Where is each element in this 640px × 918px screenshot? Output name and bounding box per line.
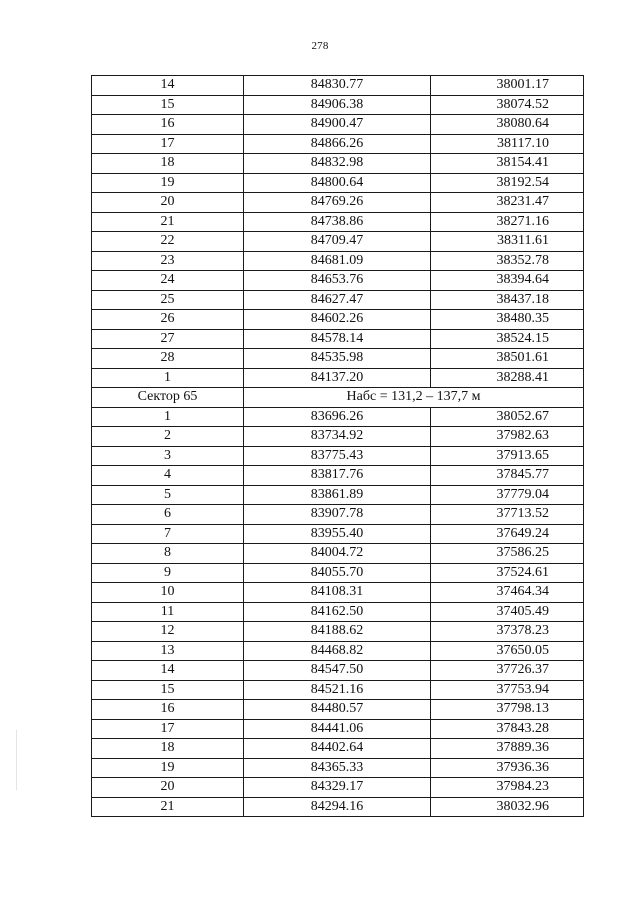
- table-row: [92, 310, 584, 330]
- x-coordinate-cell: 83775.43: [244, 446, 431, 466]
- table-row: [92, 134, 584, 154]
- point-number-cell: 10: [92, 583, 244, 603]
- y-coordinate-cell: 37464.34: [431, 583, 584, 603]
- y-coordinate-cell: 38192.54: [431, 173, 584, 193]
- y-coordinate-cell: 37586.25: [431, 544, 584, 564]
- y-coordinate-cell: 37845.77: [431, 466, 584, 486]
- point-number-cell: 25: [92, 290, 244, 310]
- y-coordinate-cell: 37982.63: [431, 427, 584, 447]
- x-coordinate-cell: 84294.16: [244, 797, 431, 817]
- x-coordinate-cell: 84800.64: [244, 173, 431, 193]
- coordinates-table-body: [92, 76, 584, 817]
- table-row: [92, 329, 584, 349]
- section-header-row: [92, 388, 584, 408]
- table-row: [92, 290, 584, 310]
- table-row: [92, 583, 584, 603]
- y-coordinate-cell: 37798.13: [431, 700, 584, 720]
- point-number-cell: 4: [92, 466, 244, 486]
- x-coordinate-cell: 83696.26: [244, 407, 431, 427]
- y-coordinate-cell: 37889.36: [431, 739, 584, 759]
- table-row: [92, 641, 584, 661]
- point-number-cell: 26: [92, 310, 244, 330]
- x-coordinate-cell: 84055.70: [244, 563, 431, 583]
- table-row: [92, 212, 584, 232]
- x-coordinate-cell: 84468.82: [244, 641, 431, 661]
- point-number-cell: 28: [92, 349, 244, 369]
- point-number-cell: 16: [92, 115, 244, 135]
- point-number-cell: 16: [92, 700, 244, 720]
- y-coordinate-cell: 37843.28: [431, 719, 584, 739]
- point-number-cell: 6: [92, 505, 244, 525]
- table-row: [92, 563, 584, 583]
- table-row: [92, 797, 584, 817]
- table-row: [92, 368, 584, 388]
- point-number-cell: 11: [92, 602, 244, 622]
- x-coordinate-cell: 84188.62: [244, 622, 431, 642]
- table-row: [92, 193, 584, 213]
- x-coordinate-cell: 84137.20: [244, 368, 431, 388]
- table-row: [92, 251, 584, 271]
- x-coordinate-cell: 84535.98: [244, 349, 431, 369]
- table-row: [92, 173, 584, 193]
- point-number-cell: 19: [92, 173, 244, 193]
- page-number: 278: [311, 40, 329, 52]
- x-coordinate-cell: 84004.72: [244, 544, 431, 564]
- x-coordinate-cell: 84653.76: [244, 271, 431, 291]
- point-number-cell: 21: [92, 797, 244, 817]
- point-number-cell: 24: [92, 271, 244, 291]
- point-number-cell: 13: [92, 641, 244, 661]
- y-coordinate-cell: 37713.52: [431, 505, 584, 525]
- point-number-cell: 2: [92, 427, 244, 447]
- point-number-cell: 27: [92, 329, 244, 349]
- point-number-cell: 14: [92, 661, 244, 681]
- point-number-cell: 17: [92, 134, 244, 154]
- point-number-cell: 20: [92, 193, 244, 213]
- x-coordinate-cell: 84162.50: [244, 602, 431, 622]
- point-number-cell: 5: [92, 485, 244, 505]
- table-row: [92, 602, 584, 622]
- y-coordinate-cell: 38352.78: [431, 251, 584, 271]
- table-row: [92, 427, 584, 447]
- y-coordinate-cell: 38311.61: [431, 232, 584, 252]
- x-coordinate-cell: 84365.33: [244, 758, 431, 778]
- point-number-cell: 18: [92, 739, 244, 759]
- x-coordinate-cell: 83955.40: [244, 524, 431, 544]
- y-coordinate-cell: 38117.10: [431, 134, 584, 154]
- point-number-cell: 20: [92, 778, 244, 798]
- y-coordinate-cell: 37524.61: [431, 563, 584, 583]
- y-coordinate-cell: 38074.52: [431, 95, 584, 115]
- point-number-cell: 7: [92, 524, 244, 544]
- x-coordinate-cell: 84830.77: [244, 76, 431, 96]
- x-coordinate-cell: 84441.06: [244, 719, 431, 739]
- y-coordinate-cell: 37984.23: [431, 778, 584, 798]
- table-row: [92, 271, 584, 291]
- point-number-cell: 18: [92, 154, 244, 174]
- y-coordinate-cell: 37378.23: [431, 622, 584, 642]
- y-coordinate-cell: 37753.94: [431, 680, 584, 700]
- x-coordinate-cell: 83734.92: [244, 427, 431, 447]
- x-coordinate-cell: 84627.47: [244, 290, 431, 310]
- point-number-cell: 1: [92, 368, 244, 388]
- y-coordinate-cell: 38480.35: [431, 310, 584, 330]
- table-row: [92, 485, 584, 505]
- y-coordinate-cell: 38052.67: [431, 407, 584, 427]
- x-coordinate-cell: 84578.14: [244, 329, 431, 349]
- table-row: [92, 661, 584, 681]
- table-row: [92, 349, 584, 369]
- x-coordinate-cell: 83907.78: [244, 505, 431, 525]
- table-row: [92, 758, 584, 778]
- x-coordinate-cell: 84329.17: [244, 778, 431, 798]
- y-coordinate-cell: 38032.96: [431, 797, 584, 817]
- x-coordinate-cell: 84521.16: [244, 680, 431, 700]
- y-coordinate-cell: 38437.18: [431, 290, 584, 310]
- table-row: [92, 446, 584, 466]
- x-coordinate-cell: 84738.86: [244, 212, 431, 232]
- point-number-cell: 15: [92, 95, 244, 115]
- point-number-cell: 15: [92, 680, 244, 700]
- x-coordinate-cell: 84900.47: [244, 115, 431, 135]
- table-row: [92, 407, 584, 427]
- table-row: [92, 95, 584, 115]
- y-coordinate-cell: 38288.41: [431, 368, 584, 388]
- point-number-cell: 19: [92, 758, 244, 778]
- x-coordinate-cell: 83861.89: [244, 485, 431, 505]
- y-coordinate-cell: 38501.61: [431, 349, 584, 369]
- y-coordinate-cell: 37405.49: [431, 602, 584, 622]
- table-row: [92, 622, 584, 642]
- point-number-cell: 8: [92, 544, 244, 564]
- point-number-cell: 21: [92, 212, 244, 232]
- table-row: [92, 154, 584, 174]
- x-coordinate-cell: 84602.26: [244, 310, 431, 330]
- coordinates-table: [91, 75, 584, 817]
- y-coordinate-cell: 38231.47: [431, 193, 584, 213]
- x-coordinate-cell: 84866.26: [244, 134, 431, 154]
- x-coordinate-cell: 84832.98: [244, 154, 431, 174]
- point-number-cell: 9: [92, 563, 244, 583]
- point-number-cell: 17: [92, 719, 244, 739]
- table-row: [92, 719, 584, 739]
- scan-artifact: [16, 730, 17, 790]
- table-row: [92, 544, 584, 564]
- y-coordinate-cell: 38080.64: [431, 115, 584, 135]
- table-row: [92, 505, 584, 525]
- point-number-cell: 14: [92, 76, 244, 96]
- y-coordinate-cell: 38271.16: [431, 212, 584, 232]
- x-coordinate-cell: 84709.47: [244, 232, 431, 252]
- table-row: [92, 680, 584, 700]
- table-row: [92, 115, 584, 135]
- section-label: Сектор 65: [92, 388, 244, 408]
- y-coordinate-cell: 37936.36: [431, 758, 584, 778]
- y-coordinate-cell: 37650.05: [431, 641, 584, 661]
- table-row: [92, 232, 584, 252]
- x-coordinate-cell: 84108.31: [244, 583, 431, 603]
- y-coordinate-cell: 38394.64: [431, 271, 584, 291]
- y-coordinate-cell: 38001.17: [431, 76, 584, 96]
- table-row: [92, 739, 584, 759]
- x-coordinate-cell: 84547.50: [244, 661, 431, 681]
- point-number-cell: 12: [92, 622, 244, 642]
- point-number-cell: 22: [92, 232, 244, 252]
- table-row: [92, 700, 584, 720]
- y-coordinate-cell: 37649.24: [431, 524, 584, 544]
- y-coordinate-cell: 38524.15: [431, 329, 584, 349]
- table-row: [92, 778, 584, 798]
- y-coordinate-cell: 38154.41: [431, 154, 584, 174]
- x-coordinate-cell: 84906.38: [244, 95, 431, 115]
- x-coordinate-cell: 84480.57: [244, 700, 431, 720]
- x-coordinate-cell: 84402.64: [244, 739, 431, 759]
- point-number-cell: 1: [92, 407, 244, 427]
- y-coordinate-cell: 37726.37: [431, 661, 584, 681]
- x-coordinate-cell: 84681.09: [244, 251, 431, 271]
- x-coordinate-cell: 84769.26: [244, 193, 431, 213]
- x-coordinate-cell: 83817.76: [244, 466, 431, 486]
- y-coordinate-cell: 37779.04: [431, 485, 584, 505]
- table-row: [92, 466, 584, 486]
- section-elevation-range: Набс = 131,2 – 137,7 м: [244, 388, 584, 408]
- y-coordinate-cell: 37913.65: [431, 446, 584, 466]
- table-row: [92, 524, 584, 544]
- point-number-cell: 23: [92, 251, 244, 271]
- point-number-cell: 3: [92, 446, 244, 466]
- table-row: [92, 76, 584, 96]
